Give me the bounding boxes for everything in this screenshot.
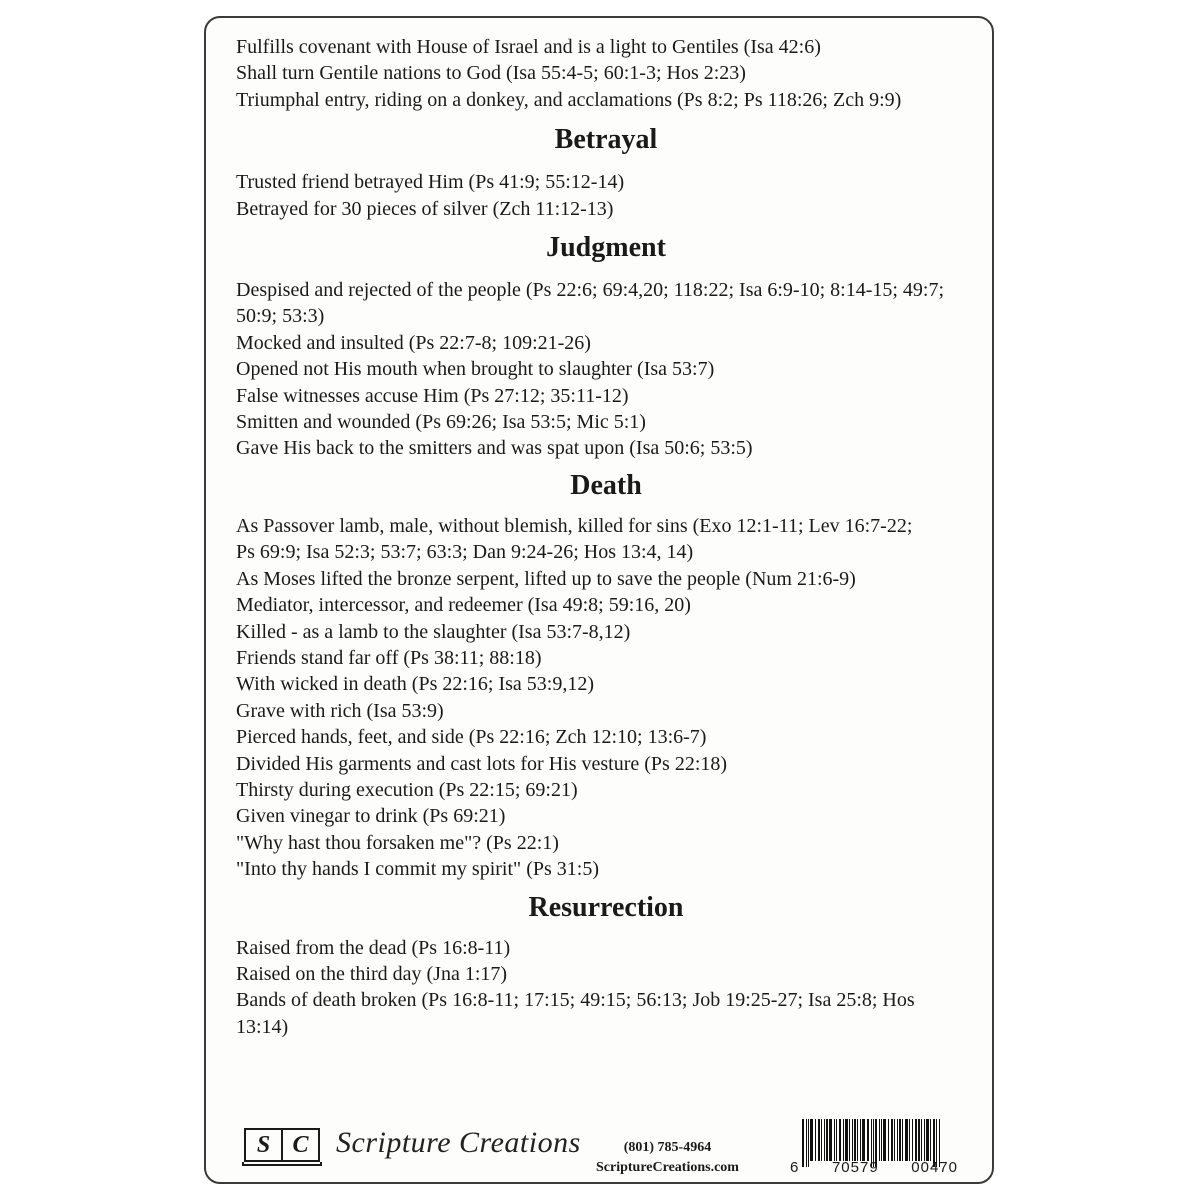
list-item: Trusted friend betrayed Him (Ps 41:9; 55:12-14) <box>236 171 625 194</box>
list-item: Divided His garments and cast lots for His vesture (Ps 22:18) <box>236 752 728 775</box>
list-item: "Why hast thou forsaken me"? (Ps 22:1) <box>236 831 559 854</box>
list-item: Gave His back to the smitters and was spat upon (Isa 50:6; 53:5) <box>236 437 753 460</box>
list-item: "Into thy hands I commit my spirit" (Ps 31:5) <box>236 858 599 881</box>
barcode-digit-group: 70579 <box>831 1159 879 1176</box>
list-item: Opened not His mouth when brought to slaughter (Isa 53:7) <box>236 358 715 381</box>
death-section <box>236 513 976 883</box>
list-item: Smitten and wounded (Ps 69:26; Isa 53:5; Mic 5:1) <box>236 411 646 434</box>
brand-name: Scripture Creations <box>336 1126 581 1159</box>
list-item: As Moses lifted the bronze serpent, lifted up to save the people (Num 21:6-9) <box>236 567 856 590</box>
scripture-card <box>204 16 994 1184</box>
list-item: Grave with rich (Isa 53:9) <box>236 699 444 722</box>
logo-letter-c: C <box>292 1132 309 1158</box>
barcode-digit-group: 6 <box>790 1159 800 1176</box>
list-item: Fulfills covenant with House of Israel and is a light to Gentiles (Isa 42:6) <box>236 36 821 58</box>
resurrection-section <box>236 935 976 1041</box>
barcode-number <box>790 1159 958 1176</box>
list-item: Raised on the third day (Jna 1:17) <box>236 962 508 985</box>
barcode <box>790 1119 958 1179</box>
list-item: Bands of death broken (Ps 16:8-11; 17:15; 49:15; 56:13; Job 19:25-27; Isa 25:8; Hos 13:14) <box>236 989 915 1038</box>
barcode-bars-icon <box>802 1119 952 1161</box>
judgment-section <box>236 277 976 462</box>
card-footer <box>206 1116 992 1180</box>
list-item: Friends stand far off (Ps 38:11; 88:18) <box>236 646 542 669</box>
section-heading-judgment: Judgment <box>546 232 666 264</box>
list-item: With wicked in death (Ps 22:16; Isa 53:9,12) <box>236 673 595 696</box>
section-heading-resurrection: Resurrection <box>528 891 684 923</box>
list-item: Thirsty during execution (Ps 22:15; 69:21) <box>236 778 578 801</box>
card-content <box>236 34 976 1040</box>
list-item: False witnesses accuse Him (Ps 27:12; 35:11-12) <box>236 384 629 407</box>
list-item: Shall turn Gentile nations to God (Isa 55:4-5; 60:1-3; Hos 2:23) <box>236 62 746 85</box>
list-item: Given vinegar to drink (Ps 69:21) <box>236 805 506 828</box>
list-item: Ps 69:9; Isa 52:3; 53:7; 63:3; Dan 9:24-26; Hos 13:4, 14) <box>236 541 694 564</box>
list-item: Despised and rejected of the people (Ps 22:6; 69:4,20; 118:22; Isa 6:9-10; 8:14-15; 49:7; 50:9; 53:3) <box>236 279 945 328</box>
list-item: Betrayed for 30 pieces of silver (Zch 11:12-13) <box>236 197 614 220</box>
intro-section <box>236 34 976 113</box>
list-item: Pierced hands, feet, and side (Ps 22:16; Zch 12:10; 13:6-7) <box>236 726 707 749</box>
logo-letter-s: S <box>246 1130 283 1160</box>
betrayal-section <box>236 169 976 222</box>
contact-info <box>596 1138 739 1178</box>
section-heading-betrayal: Betrayal <box>554 124 658 156</box>
list-item: Mocked and insulted (Ps 22:7-8; 109:21-26) <box>236 331 591 354</box>
list-item: Raised from the dead (Ps 16:8-11) <box>236 936 511 959</box>
list-item: Mediator, intercessor, and redeemer (Isa 49:8; 59:16, 20) <box>236 594 691 617</box>
list-item: As Passover lamb, male, without blemish, killed for sins (Exo 12:1-11; Lev 16:7-22; <box>236 514 913 537</box>
section-heading-death: Death <box>570 469 642 501</box>
book-logo-icon <box>242 1126 324 1170</box>
phone-number: (801) 785-4964 <box>623 1140 712 1155</box>
barcode-digit-group: 00470 <box>911 1159 958 1176</box>
list-item: Killed - as a lamb to the slaughter (Isa 53:7-8,12) <box>236 620 631 643</box>
website-link: ScriptureCreations.com <box>596 1160 739 1175</box>
list-item: Triumphal entry, riding on a donkey, and acclamations (Ps 8:2; Ps 118:26; Zch 9:9) <box>236 88 902 111</box>
